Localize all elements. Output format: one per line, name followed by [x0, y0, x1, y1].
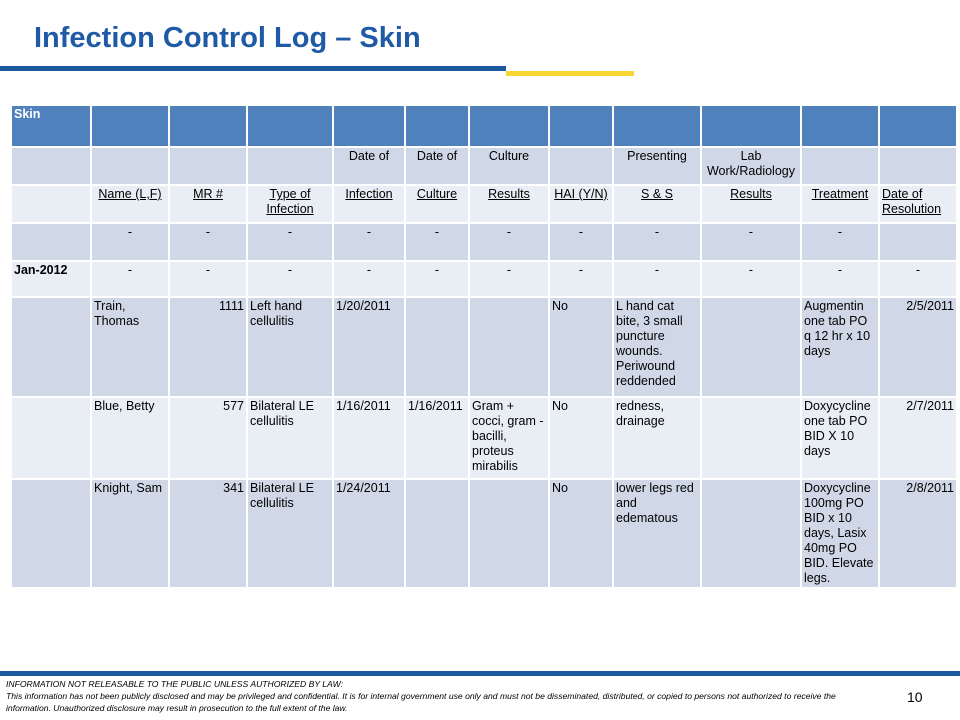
date-of-resolution: 2/5/2011	[879, 297, 957, 397]
column-header: Date of Resolution	[879, 185, 957, 223]
column-header-row	[11, 185, 957, 223]
lab-results	[701, 397, 801, 479]
sub-header-lab-work: Lab Work/Radiology	[701, 147, 801, 185]
table-row	[11, 297, 957, 397]
mr-number: 341	[169, 479, 247, 588]
infection-type: Left hand cellulitis	[247, 297, 333, 397]
presenting-signs: L hand cat bite, 3 small puncture wounds. Periwound reddended	[613, 297, 701, 397]
hai: No	[549, 479, 613, 588]
table-row	[11, 397, 957, 479]
culture-results	[469, 479, 549, 588]
column-header: Name (L,F)	[91, 185, 169, 223]
date-of-culture	[405, 479, 469, 588]
infection-type: Bilateral LE cellulitis	[247, 479, 333, 588]
month-row: Jan-2012 - - - - - - - - - - -	[11, 261, 957, 297]
column-header: HAI (Y/N)	[549, 185, 613, 223]
sub-header-date-of-culture: Date of	[405, 147, 469, 185]
infection-log-table	[10, 104, 958, 589]
column-header: Results	[701, 185, 801, 223]
title-rule-blue	[0, 66, 506, 71]
treatment: Augmentin one tab PO q 12 hr x 10 days	[801, 297, 879, 397]
hai: No	[549, 397, 613, 479]
hai: No	[549, 297, 613, 397]
column-header: Results	[469, 185, 549, 223]
presenting-signs: lower legs red and edematous	[613, 479, 701, 588]
treatment: Doxycycline 100mg PO BID x 10 days, Lasix 40mg PO BID. Elevate legs.	[801, 479, 879, 588]
table-header-row	[11, 105, 957, 147]
title-rule-yellow	[506, 71, 634, 76]
footer-rule	[0, 671, 960, 676]
column-header: Culture	[405, 185, 469, 223]
infection-type: Bilateral LE cellulitis	[247, 397, 333, 479]
date-of-resolution: 2/7/2011	[879, 397, 957, 479]
mr-number: 577	[169, 397, 247, 479]
sub-header-row	[11, 147, 957, 185]
column-header: MR #	[169, 185, 247, 223]
placeholder-row: - - - - - - - - - -	[11, 223, 957, 261]
table-row	[11, 479, 957, 588]
date-of-infection: 1/20/2011	[333, 297, 405, 397]
sub-header-date-of-infection: Date of	[333, 147, 405, 185]
culture-results: Gram + cocci, gram - bacilli, proteus mirabilis	[469, 397, 549, 479]
presenting-signs: redness, drainage	[613, 397, 701, 479]
disclaimer-body: This information has not been publicly disclosed and may be privileged and confidential. It is for internal government use only and must not be disseminated, distributed, or copied to persons not authorized to receive the information. Unauthorized disclosure may result in prosecution to the full extent of the law.	[6, 691, 836, 713]
patient-name: Train, Thomas	[91, 297, 169, 397]
month-label: Jan-2012	[11, 261, 91, 297]
date-of-resolution: 2/8/2011	[879, 479, 957, 588]
column-header: Infection	[333, 185, 405, 223]
date-of-infection: 1/16/2011	[333, 397, 405, 479]
date-of-culture	[405, 297, 469, 397]
column-header: Treatment	[801, 185, 879, 223]
lab-results	[701, 297, 801, 397]
column-header: Type of Infection	[247, 185, 333, 223]
treatment: Doxycycline one tab PO BID X 10 days	[801, 397, 879, 479]
patient-name: Knight, Sam	[91, 479, 169, 588]
date-of-infection: 1/24/2011	[333, 479, 405, 588]
patient-name: Blue, Betty	[91, 397, 169, 479]
culture-results	[469, 297, 549, 397]
page-title: Infection Control Log – Skin	[34, 22, 421, 54]
column-header: S & S	[613, 185, 701, 223]
page-number: 10	[907, 689, 923, 705]
sub-header-culture: Culture	[469, 147, 549, 185]
date-of-culture: 1/16/2011	[405, 397, 469, 479]
lab-results	[701, 479, 801, 588]
footer-disclaimer	[6, 678, 856, 714]
sub-header-presenting: Presenting	[613, 147, 701, 185]
mr-number: 1111	[169, 297, 247, 397]
section-label: Skin	[11, 105, 91, 147]
disclaimer-heading: INFORMATION NOT RELEASABLE TO THE PUBLIC UNLESS AUTHORIZED BY LAW:	[6, 679, 344, 689]
